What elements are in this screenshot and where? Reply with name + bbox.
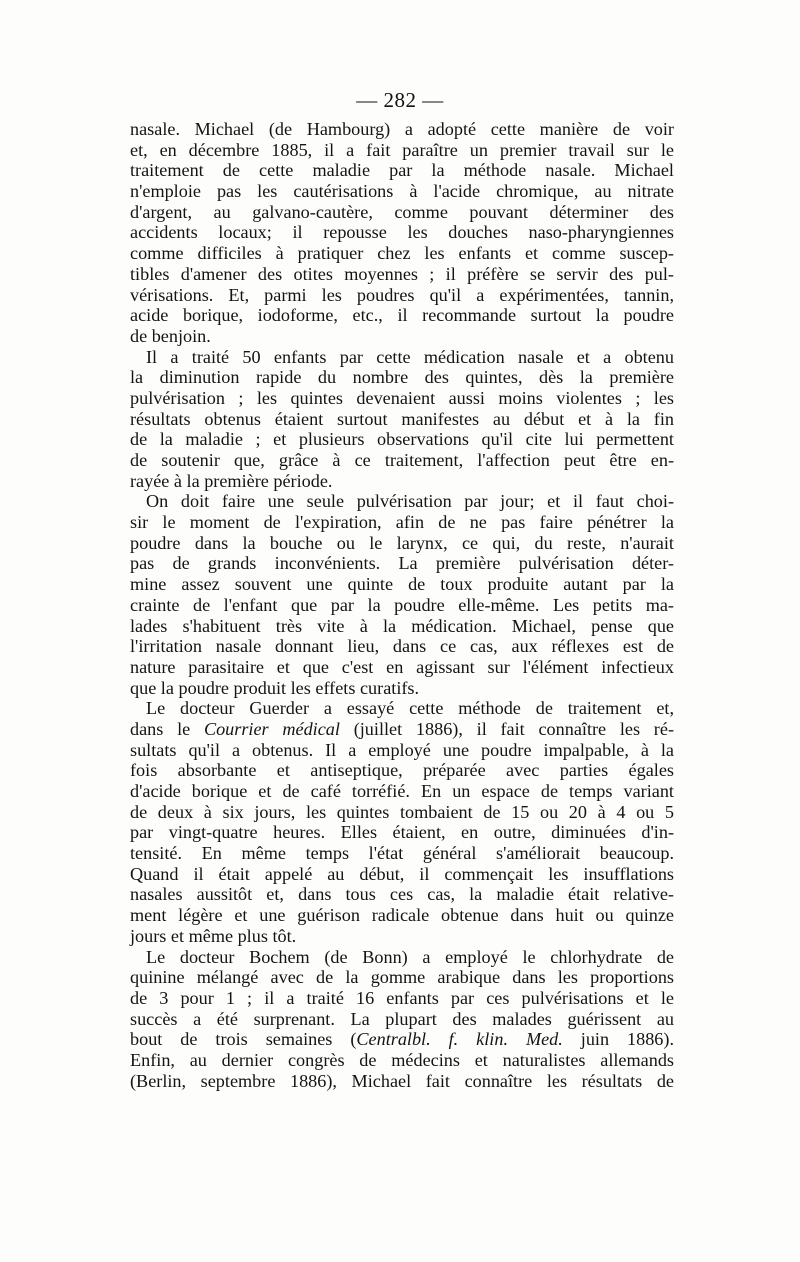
text-line: fois absorbante et antiseptique, préparée avec parties égales [130, 760, 674, 781]
text-line: l'irritation nasale donnant lieu, dans ce cas, aux réflexes est de [130, 636, 674, 657]
text-line: (Berlin, septembre 1886), Michael fait connaître les résultats de [130, 1070, 674, 1091]
text-line: nasales aussitôt et, dans tous ces cas, la maladie était relative- [130, 884, 674, 905]
text-line: Enfin, au dernier congrès de médecins et naturalistes allemands [130, 1049, 674, 1070]
text-line: pulvérisation ; les quintes devenaient aussi moins violentes ; les [130, 387, 674, 408]
text-line: nasale. Michael (de Hambourg) a adopté cette manière de voir [130, 119, 674, 139]
text-line: tensité. En même temps l'état général s'améliorait beaucoup. [130, 843, 674, 864]
text-line: et, en décembre 1885, il a fait paraître un premier travail sur le [130, 139, 674, 160]
text-line: d'argent, au galvano-cautère, comme pouvant déterminer des [130, 201, 674, 222]
text-segment: (juillet 1886), il fait connaître les ré- [339, 718, 674, 739]
text-line: d'acide borique et de café torréfié. En un espace de temps variant [130, 781, 674, 801]
text-line: lades s'habituent très vite à la médication. Michael, pense que [130, 615, 674, 636]
text-line: succès a été surprenant. La plupart des malades guérissent au [130, 1008, 674, 1029]
text-line: pas de grands inconvénients. La première pulvérisation déter- [130, 553, 674, 574]
text-line: sultats qu'il a obtenus. Il a employé une poudre impalpable, à la [130, 739, 674, 760]
journal-title: Courrier médical [203, 718, 340, 739]
text-line: n'emploie pas les cautérisations à l'acide chromique, au nitrate [130, 181, 674, 202]
text-line: mine assez souvent une quinte de toux produite autant par la [130, 574, 674, 595]
text-line [130, 1029, 674, 1050]
text-line: ment légère et une guérison radicale obtenue dans huit ou quinze [130, 905, 674, 926]
text-line: sir le moment de l'expiration, afin de ne pas faire pénétrer la [130, 512, 674, 533]
text-line: crainte de l'enfant que par la poudre elle-même. Les petits ma- [130, 594, 674, 615]
text-line: traitement de cette maladie par la méthode nasale. Michael [130, 160, 674, 181]
text-line: jours et même plus tôt. [130, 925, 297, 946]
text-line: résultats obtenus étaient surtout manifestes au début et à la fin [130, 408, 674, 429]
text-line: quinine mélangé avec de la gomme arabique dans les proportions [130, 967, 674, 988]
text-line: On doit faire une seule pulvérisation par jour; et il faut choi- [146, 491, 674, 512]
text-line: que la poudre produit les effets curatifs. [130, 677, 420, 698]
text-line: la diminution rapide du nombre des quintes, dès la première [130, 367, 674, 388]
text-line: tibles d'amener des otites moyennes ; il préfère se servir des pul- [130, 263, 674, 284]
text-segment: juin 1886). [562, 1029, 674, 1050]
text-line: de la maladie ; et plusieurs observations qu'il cite lui permettent [130, 429, 674, 450]
text-line: rayée à la première période. [130, 470, 333, 491]
text-line: poudre dans la bouche ou le larynx, ce qui, du reste, n'aurait [130, 532, 674, 553]
text-line: Quand il était appelé au début, il commençait les insufflations [130, 863, 674, 884]
text-line: comme difficiles à pratiquer chez les enfants et comme suscep- [130, 243, 674, 264]
text-line: nature parasitaire et que c'est en agissant sur l'élément infectieux [130, 656, 674, 677]
text-line: de deux à six jours, les quintes tombaient de 15 ou 20 à 4 ou 5 [130, 801, 674, 822]
text-line: vérisations. Et, parmi les poudres qu'il a expérimentées, tannin, [130, 284, 674, 305]
page-body-text [130, 119, 674, 1091]
text-line: par vingt-quatre heures. Elles étaient, en outre, diminuées d'in- [130, 822, 674, 843]
text-line: Le docteur Guerder a essayé cette méthode de traitement et, [146, 698, 674, 719]
text-line: de benjoin. [130, 325, 211, 346]
journal-title: Centralbl. f. klin. Med. [356, 1029, 563, 1050]
text-line [130, 719, 674, 740]
text-line: accidents locaux; il repousse les douches naso-pharyngiennes [130, 222, 674, 243]
text-line: de soutenir que, grâce à ce traitement, l'affection peut être en- [130, 450, 674, 470]
text-line: de 3 pour 1 ; il a traité 16 enfants par ces pulvérisations et le [130, 987, 674, 1008]
text-segment: dans le [130, 718, 204, 739]
text-line: Il a traité 50 enfants par cette médication nasale et a obtenu [146, 346, 674, 367]
text-segment: bout de trois semaines ( [130, 1029, 357, 1050]
text-line: Le docteur Bochem (de Bonn) a employé le chlorhydrate de [146, 946, 674, 967]
text-line: acide borique, iodoforme, etc., il recommande surtout la poudre [130, 305, 674, 326]
page-number: — 282 — [356, 88, 444, 112]
